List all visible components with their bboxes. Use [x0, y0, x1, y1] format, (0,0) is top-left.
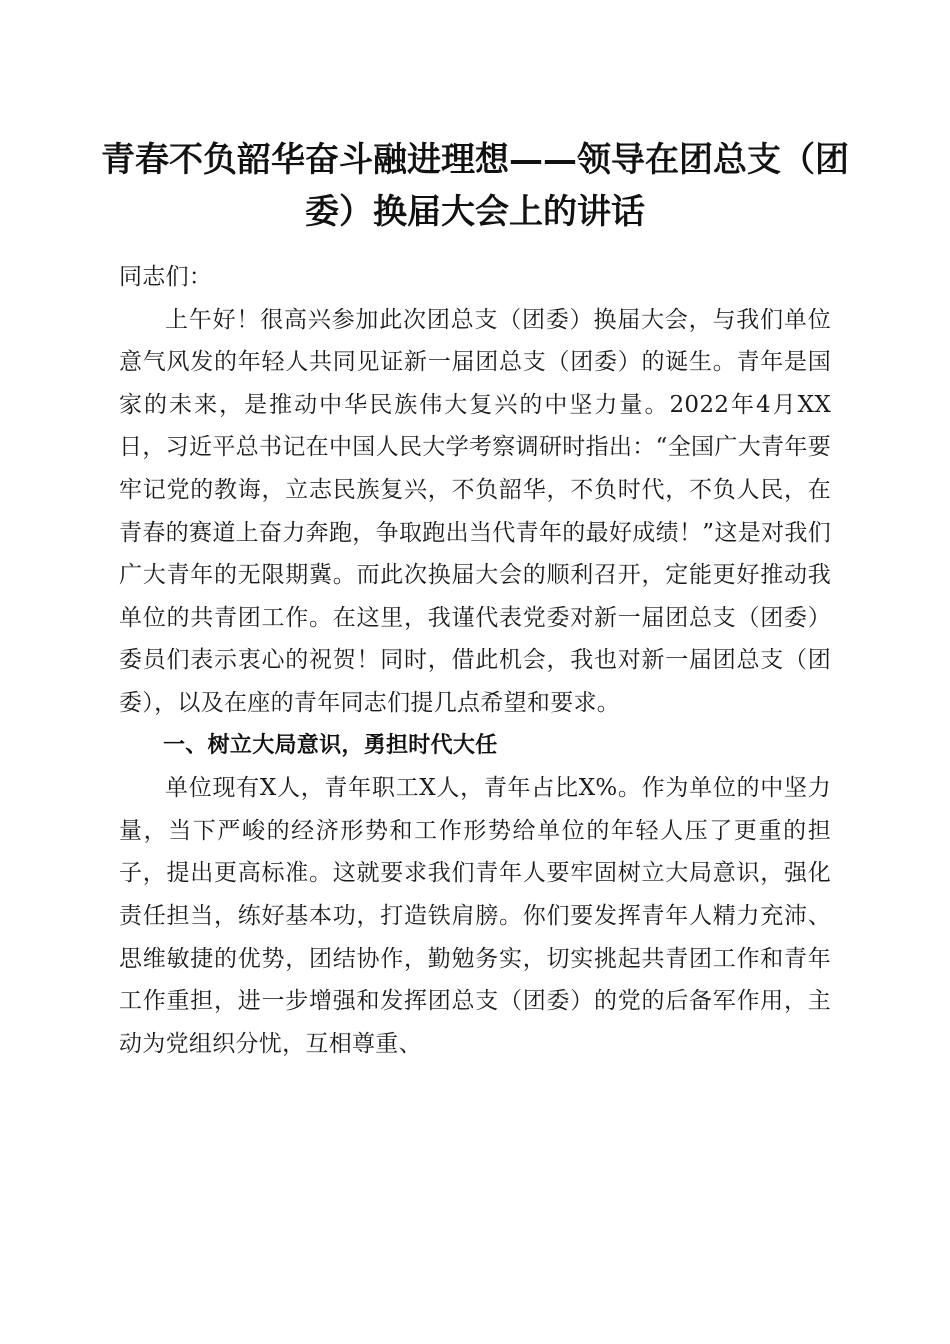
section-paragraph: 单位现有X人，青年职工X人，青年占比X%。作为单位的中坚力量，当下严峻的经济形势和工作形势给单位的年轻人压了更重的担子，提出更高标准。这就要求我们青年人要牢固树立大局意识，强化责任担当，练好基本功，打造铁肩膀。你们要发挥青年人精力充沛、思维敏捷的优势，团结协作，勤勉务实，切实挑起共青团工作和青年工作重担，进一步增强和发挥团总支（团委）的党的后备军作用，主动为党组织分忧，互相尊重、 [119, 775, 831, 1057]
document-body [119, 256, 831, 1065]
opening-paragraph: 上午好！很高兴参加此次团总支（团委）换届大会，与我们单位意气风发的年轻人共同见证新一届团总支（团委）的诞生。青年是国家的未来，是推动中华民族伟大复兴的中坚力量。2022年4月XX日，习近平总书记在中国人民大学考察调研时指出：“全国广大青年要牢记党的教诲，立志民族复兴，不负韶华，不负时代，不负人民，在青春的赛道上奋力奔跑，争取跑出当代青年的最好成绩！”这是对我们广大青年的无限期冀。而此次换届大会的顺利召开，定能更好推动我单位的共青团工作。在这里，我谨代表党委对新一届团总支（团委）委员们表示衷心的祝贺！同时，借此机会，我也对新一届团总支（团委），以及在座的青年同志们提几点希望和要求。 [119, 306, 831, 716]
salutation: 同志们： [119, 264, 213, 290]
document-title: 青春不负韶华奋斗融进理想——领导在团总支（团委）换届大会上的讲话 [101, 140, 849, 232]
section-heading: 一、树立大局意识，勇担时代大任 [163, 732, 498, 758]
